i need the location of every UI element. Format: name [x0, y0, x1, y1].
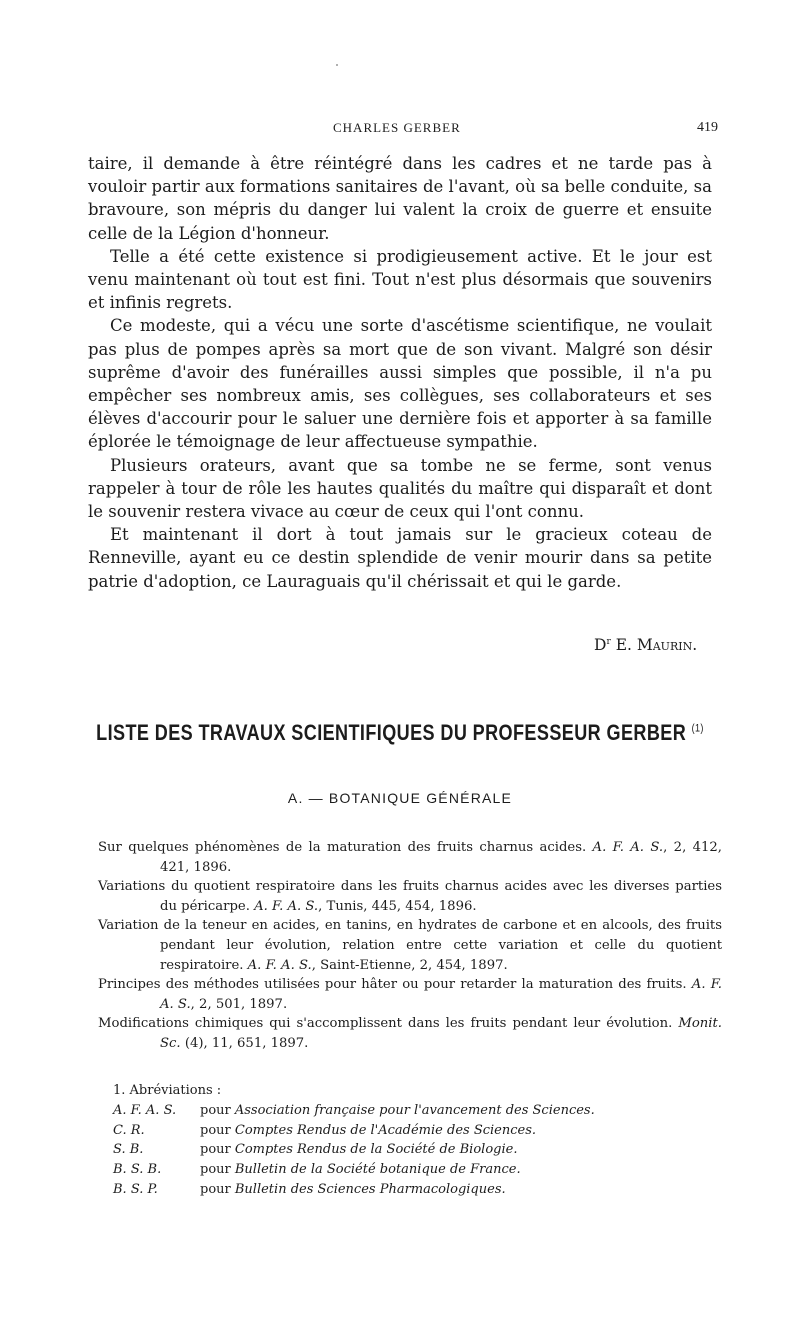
- abbreviation: A. F. A. S.: [113, 1102, 177, 1118]
- list-title-text: LISTE DES TRAVAUX SCIENTIFIQUES DU PROFESSEUR GERBER: [96, 720, 687, 745]
- footnote-label: 1. Abréviations :: [113, 1083, 222, 1098]
- paragraph: Et maintenant il dort à tout jamais sur le gracieux coteau de Renneville, ayant eu ce destin splendide de venir mourir dans sa petite patrie d'adoption, ce Lauraguais qu'il chérissait et qui le garde.: [88, 525, 712, 591]
- running-title: CHARLES GERBER: [333, 120, 461, 135]
- paragraph: Ce modeste, qui a vécu une sorte d'ascétisme scientifique, ne voulait pas plus de pompes après sa mort que de son vivant. Malgré son désir suprême d'avoir des funérailles aussi simples que possible, il n'a pu empêcher ses nombreux amis, ses collègues, ses collaborateurs et ses élèves d'accourir pour le saluer une dernière fois et apporter à sa famille éplorée le témoignage de leur affectueuse sympathie.: [88, 316, 712, 452]
- footnote-item: A. F. A. S. pour Association française pour l'avancement des Sciences.: [113, 1101, 733, 1121]
- obituary-text: [88, 152, 712, 593]
- footnote-item: S. B. pour Comptes Rendus de la Société de Biologie.: [113, 1140, 733, 1160]
- reference-item: Variations du quotient respiratoire dans les fruits charnus acides avec les diverses parties du péricarpe. A. F. A. S., Tunis, 445, 454, 1896.: [98, 879, 722, 914]
- footnote-item: B. S. B. pour Bulletin de la Société botanique de France.: [113, 1160, 733, 1180]
- footnote-item: B. S. P. pour Bulletin des Sciences Pharmacologiques.: [113, 1180, 733, 1200]
- reference-list: [98, 838, 722, 1054]
- signature-name: E. Maurin.: [615, 636, 698, 654]
- list-title: [72, 720, 728, 746]
- abbreviation: B. S. P.: [113, 1181, 158, 1197]
- list-title-note: (1): [691, 722, 704, 735]
- section-heading: A. — BOTANIQUE GÉNÉRALE: [287, 790, 513, 806]
- abbreviation: S. B.: [113, 1142, 144, 1158]
- reference-item: Principes des méthodes utilisées pour hâter ou pour retarder la maturation des fruits. A. F. A. S., 2, 501, 1897.: [98, 977, 722, 1012]
- scan-speck: [336, 64, 338, 66]
- abbreviation: C. R.: [113, 1122, 145, 1138]
- signature-prefix: D: [594, 636, 607, 654]
- footnote: [113, 1081, 733, 1200]
- page-number: 419: [697, 120, 718, 135]
- paragraph: Telle a été cette existence si prodigieusement active. Et le jour est venu maintenant où tout est fini. Tout n'est plus désormais que souvenirs et infinis regrets.: [88, 246, 712, 313]
- reference-item: Variation de la teneur en acides, en tanins, en hydrates de carbone et en alcools, des fruits pendant leur évolution, relation entre cette variation et celle du quotient respiratoire. A. F. A. S., Saint-Etienne, 2, 454, 1897.: [98, 918, 722, 973]
- paragraph: taire, il demande à être réintégré dans les cadres et ne tarde pas à vouloir partir aux formations sanitaires de l'avant, où sa belle conduite, sa bravoure, son mépris du danger lui valent la croix de guerre et ensuite celle de la Légion d'honneur.: [88, 154, 712, 243]
- paragraph: Plusieurs orateurs, avant que sa tombe ne se ferme, sont venus rappeler à tour de rôle les hautes qualités du maître qui disparaît et dont le souvenir restera vivace au cœur de ceux qui l'ont connu.: [88, 455, 712, 522]
- abbreviation: B. S. B.: [113, 1162, 162, 1178]
- reference-item: Modifications chimiques qui s'accomplissent dans les fruits pendant leur évolution. Monit. Sc. (4), 11, 651, 1897.: [98, 1016, 722, 1051]
- signature: [594, 636, 697, 654]
- reference-item: Sur quelques phénomènes de la maturation des fruits charnus acides. A. F. A. S., 2, 412, 421, 1896.: [98, 840, 722, 875]
- signature-prefix-sup: r: [606, 636, 611, 647]
- footnote-item: C. R. pour Comptes Rendus de l'Académie des Sciences.: [113, 1121, 733, 1141]
- running-header: [0, 120, 800, 140]
